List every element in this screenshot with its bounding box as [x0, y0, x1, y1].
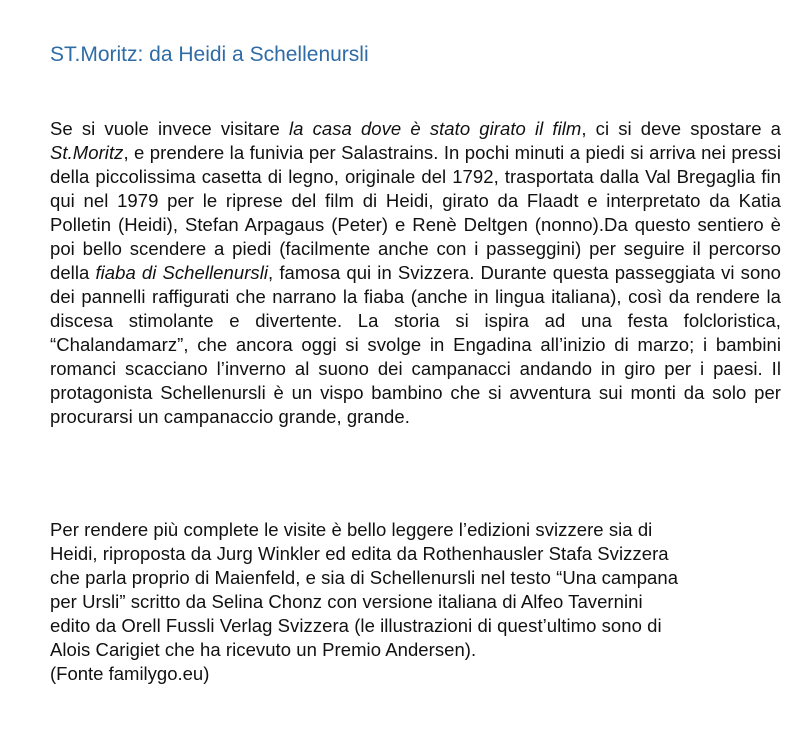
paragraph-1-italic-film-house: la casa dove è stato girato il film: [288, 118, 582, 139]
paragraph-2-line: che parla proprio di Maienfeld, e sia di Schellenursli nel testo “Una campana: [50, 567, 679, 588]
paragraph-1-italic-st-moritz: St.Moritz: [50, 142, 124, 163]
paragraph-1-text-3: , e prendere la funivia per Salastrains. In pochi minuti a piedi si arriva nei pressi della piccolissima casetta di legno, originale del 1792, trasportata dalla Val Bregaglia fin qui nel 1979 per le riprese del film di Heidi, girato da Flaadt e interpretato da Katia Polletin (Heidi), Stefan Arpagaus (Peter) e Renè Deltgen (nonno).Da questo sentiero è poi bello scendere a piedi (facilmente anche con i passeggini) per seguire il percorso della: [50, 142, 781, 283]
article-title: ST.Moritz: da Heidi a Schellenursli: [50, 43, 369, 66]
paragraph-1-text-4: , famosa qui in Svizzera. Durante questa passeggiata vi sono dei pannelli raffigurati che narrano la fiaba (anche in lingua italiana), così da rendere la discesa stimolante e divertente. La storia si ispira ad una festa folcloristica, “Chalandamarz”, che ancora oggi si svolge in Engadina all’inizio di marzo; i bambini romanci scacciano l’inverno al suono dei campanacci andando in giro per i paesi. Il protagonista Schellenursli è un vispo bambino che si avventura sui monti da solo per procurarsi un campanaccio grande, grande.: [50, 262, 782, 427]
paragraph-2-line: edito da Orell Fussli Verlag Svizzera (le illustrazioni di quest’ultimo sono di: [50, 615, 662, 636]
paragraph-1-text-2: , ci si deve spostare a: [581, 118, 781, 139]
article-paragraph-2: [50, 518, 781, 662]
article-paragraph-1: [50, 117, 781, 429]
paragraph-2-line: per Ursli” scritto da Selina Chonz con versione italiana di Alfeo Tavernini: [50, 591, 643, 612]
paragraph-2-line: Heidi, riproposta da Jurg Winkler ed edita da Rothenhausler Stafa Svizzera: [50, 543, 669, 564]
source-note: (Fonte familygo.eu): [50, 663, 210, 684]
paragraph-1-italic-fiaba: fiaba di Schellenursli: [95, 262, 269, 283]
paragraph-2-line: Per rendere più complete le visite è bello leggere l’edizioni svizzere sia di: [50, 519, 653, 540]
paragraph-2-line: Alois Carigiet che ha ricevuto un Premio Andersen).: [50, 639, 477, 660]
paragraph-1-text-1: Se si vuole invece visitare: [50, 118, 289, 139]
